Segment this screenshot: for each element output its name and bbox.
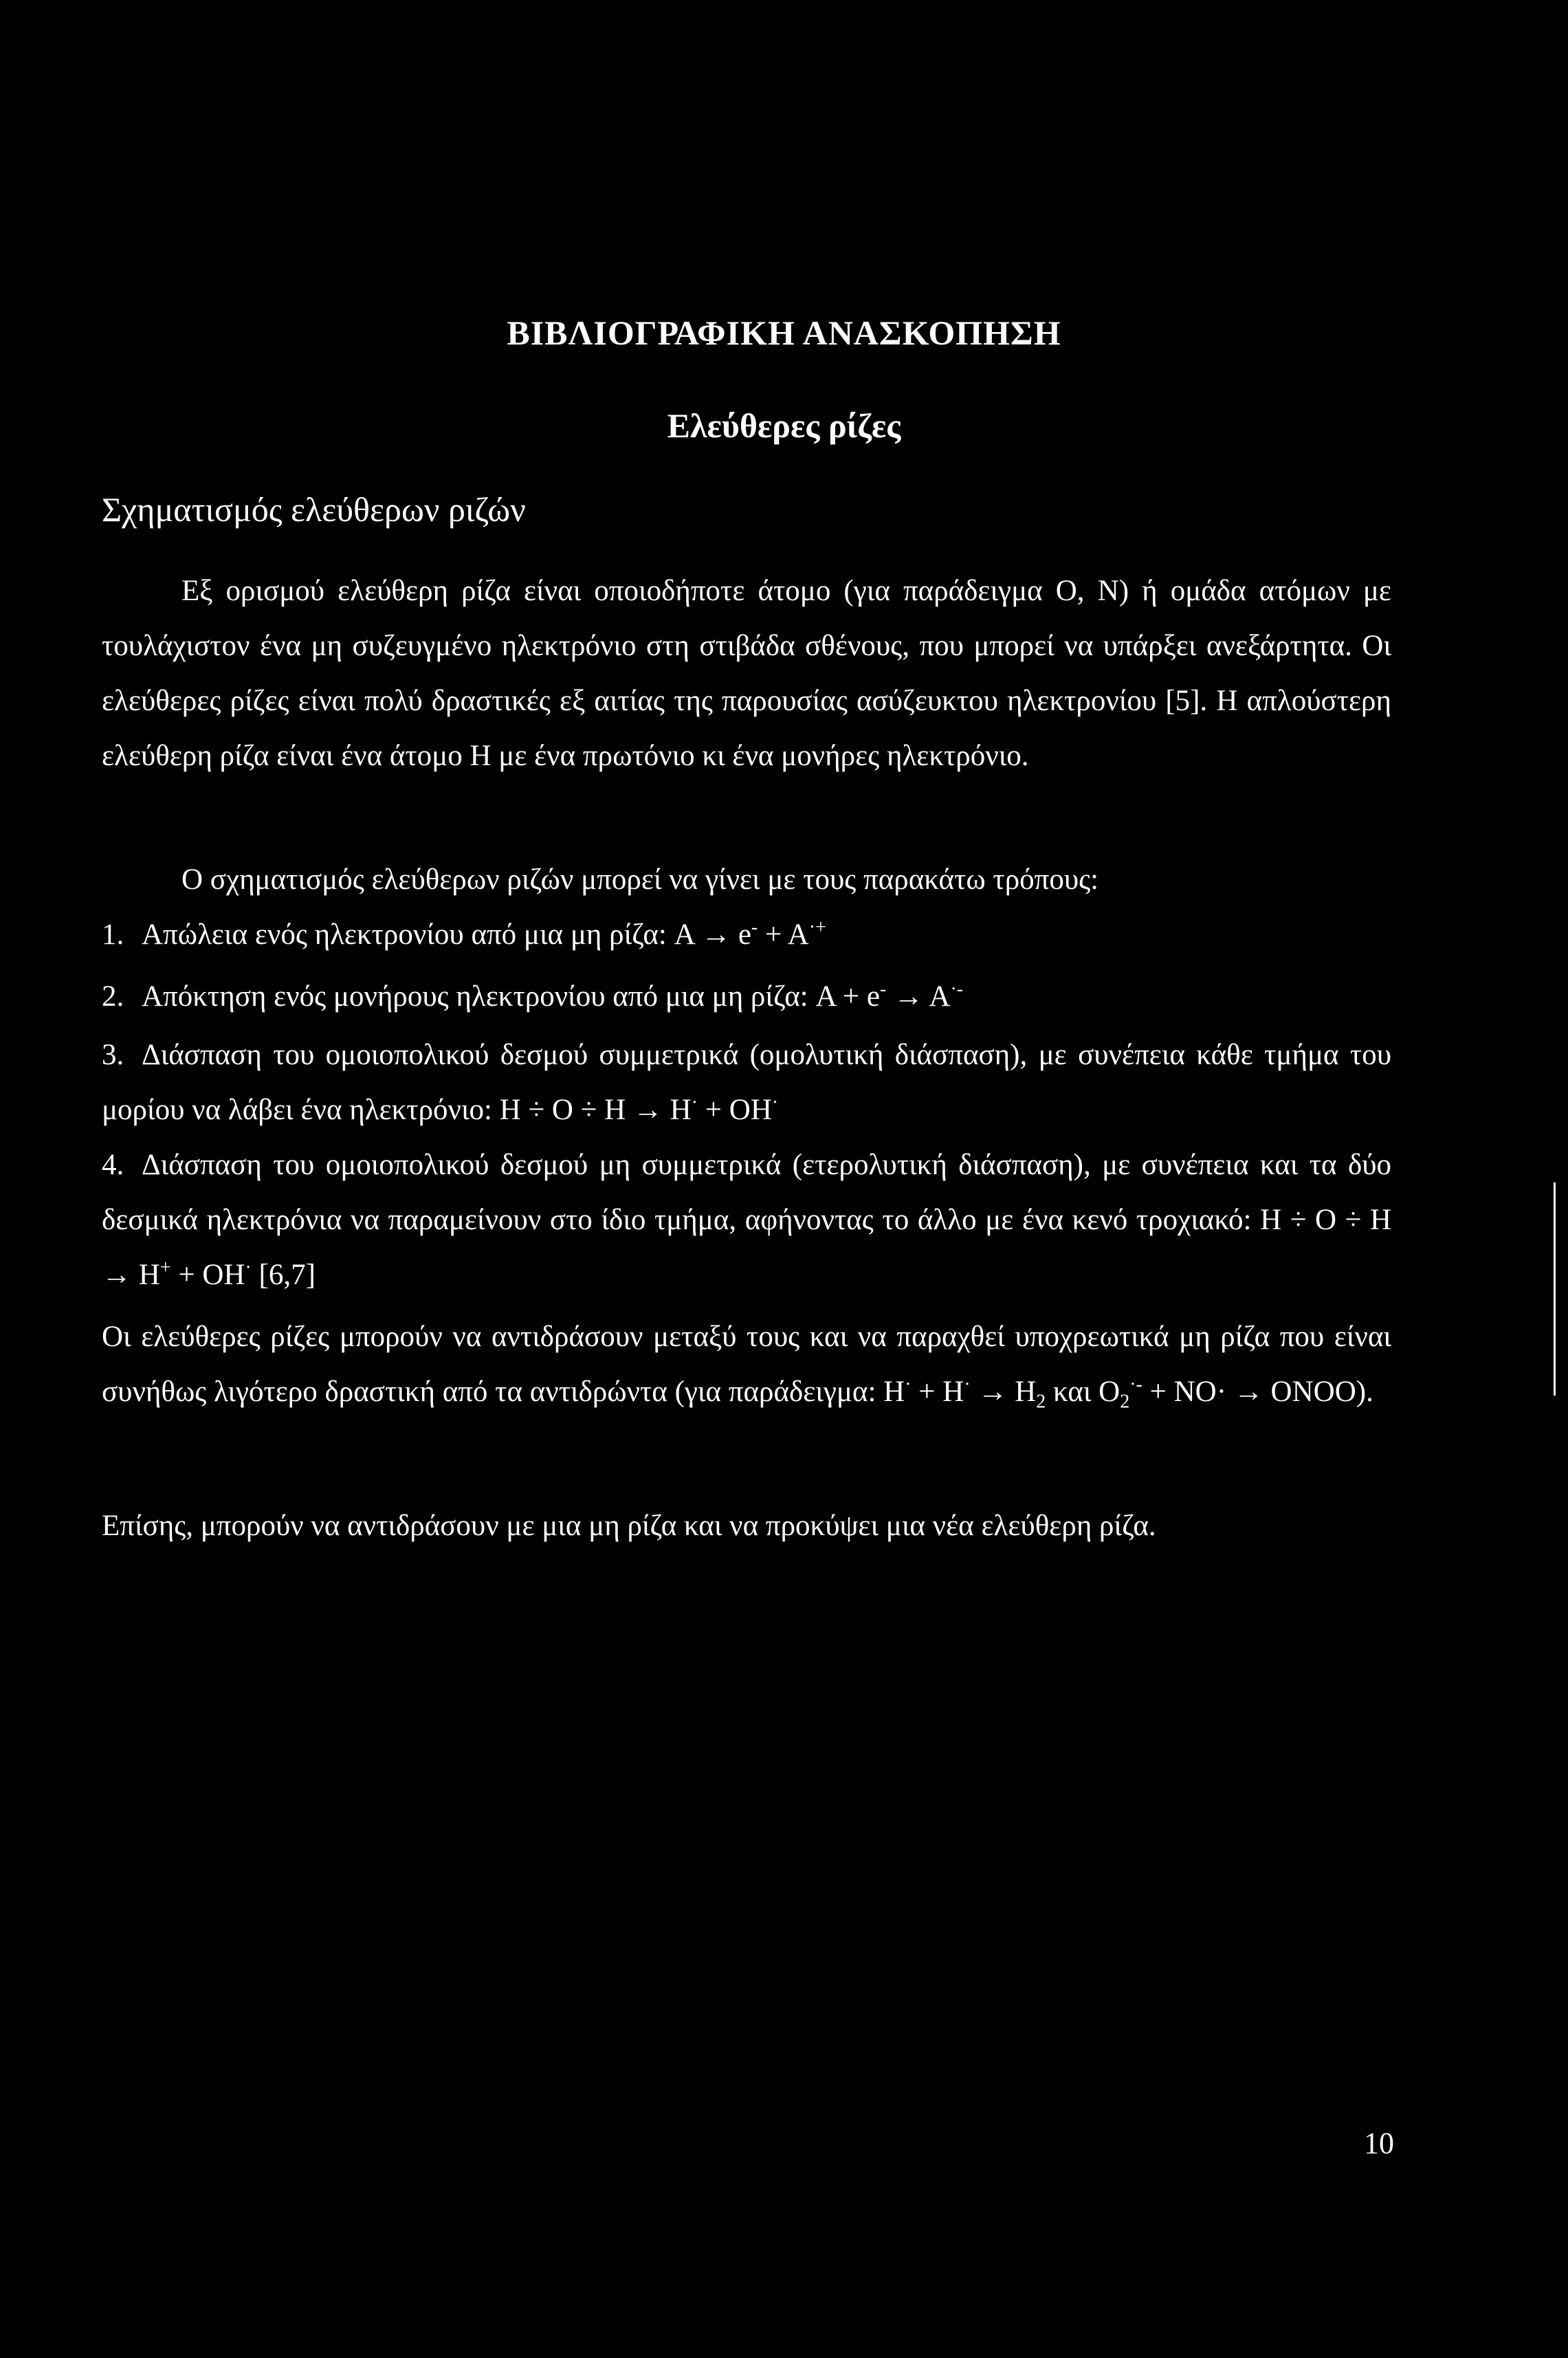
reaction-paragraph	[102, 1310, 1391, 1420]
list-item-1	[102, 907, 1391, 962]
section-title: Ελεύθερες ρίζες	[667, 406, 901, 445]
list-text: Απόκτηση ενός μονήρους ηλεκτρονίου από μια μη ρίζα:	[142, 980, 808, 1013]
list-item-4	[102, 1138, 1391, 1303]
subsection-title: Σχηματισμός ελεύθερων ριζών	[102, 490, 526, 529]
list-number: 2.	[102, 980, 124, 1013]
list-text: Διάσπαση του ομοιοπολικού δεσμού συμμετρικά (ομολυτική διάσπαση), με συνέπεια κάθε τμήμα του μορίου να λάβει ένα ηλεκτρόνιο:	[102, 1039, 1391, 1126]
formula: H ÷ O ÷ H → H+ + OH· [6,7]	[102, 1204, 1392, 1291]
list-number: 3.	[102, 1039, 124, 1071]
list-item-2	[102, 969, 1391, 1024]
formula: A → e- + A·+	[674, 916, 826, 951]
list-text: Διάσπαση του ομοιοπολικού δεσμού μη συμμετρικά (ετερολυτική διάσπαση), με συνέπεια και τα δύο δεσμικά ηλεκτρόνια να παραμείνουν στο ίδιο τμήμα, αφήνοντας το άλλο με ένα κενό τροχιακό:	[102, 1149, 1391, 1236]
formula: H ÷ O ÷ H → H· + OH·	[499, 1092, 779, 1126]
final-paragraph: Επίσης, μπορούν να αντιδράσουν με μια μη ρίζα και να προκύψει μια νέα ελεύθερη ρίζα.	[102, 1510, 1156, 1542]
page-number: 10	[1364, 2126, 1394, 2160]
margin-change-bar	[1554, 1182, 1556, 1396]
main-title: ΒΙΒΛΙΟΓΡΑΦΙΚΗ ΑΝΑΣΚΟΠΗΣΗ	[507, 313, 1061, 352]
formula: A + e- → A·-	[815, 978, 964, 1013]
list-number: 4.	[102, 1149, 124, 1181]
intro-paragraph: Εξ ορισμού ελεύθερη ρίζα είναι οποιοδήποτε άτομο (για παράδειγμα O, N) ή ομάδα ατόμων με τουλάχιστον ένα μη συζευγμένο ηλεκτρόνιο στη στιβάδα σθένους, που μπορεί να υπάρξει ανεξάρτητα. Οι ελεύθερες ρίζες είναι πολύ δραστικές εξ αιτίας της παρουσίας ασύζευκτου ηλεκτρονίου [5]. Η απλούστερη ελεύθερη ρίζα είναι ένα άτομο Η με ένα πρωτόνιο κι ένα μονήρες ηλεκτρόνιο.	[102, 575, 1391, 772]
list-item-3	[102, 1028, 1391, 1138]
reaction-text: Οι ελεύθερες ρίζες μπορούν να αντιδράσουν μεταξύ τους και να παραχθεί υποχρεωτικά μη ρίζα που είναι συνήθως λιγότερο δραστική από τα αντιδρώντα (για παράδειγμα:	[102, 1321, 1391, 1408]
list-number: 1.	[102, 918, 124, 951]
list-text: Απώλεια ενός ηλεκτρονίου από μια μη ρίζα:	[142, 918, 667, 951]
methods-intro: Ο σχηματισμός ελεύθερων ριζών μπορεί να γίνει με τους παρακάτω τρόπους:	[181, 863, 1099, 896]
reaction-formula: $H^\cdot + H^\cdot \to H_2$ και $O_2^{\cdot-} + NO\cdot$ → ONOO).	[883, 1374, 1373, 1413]
